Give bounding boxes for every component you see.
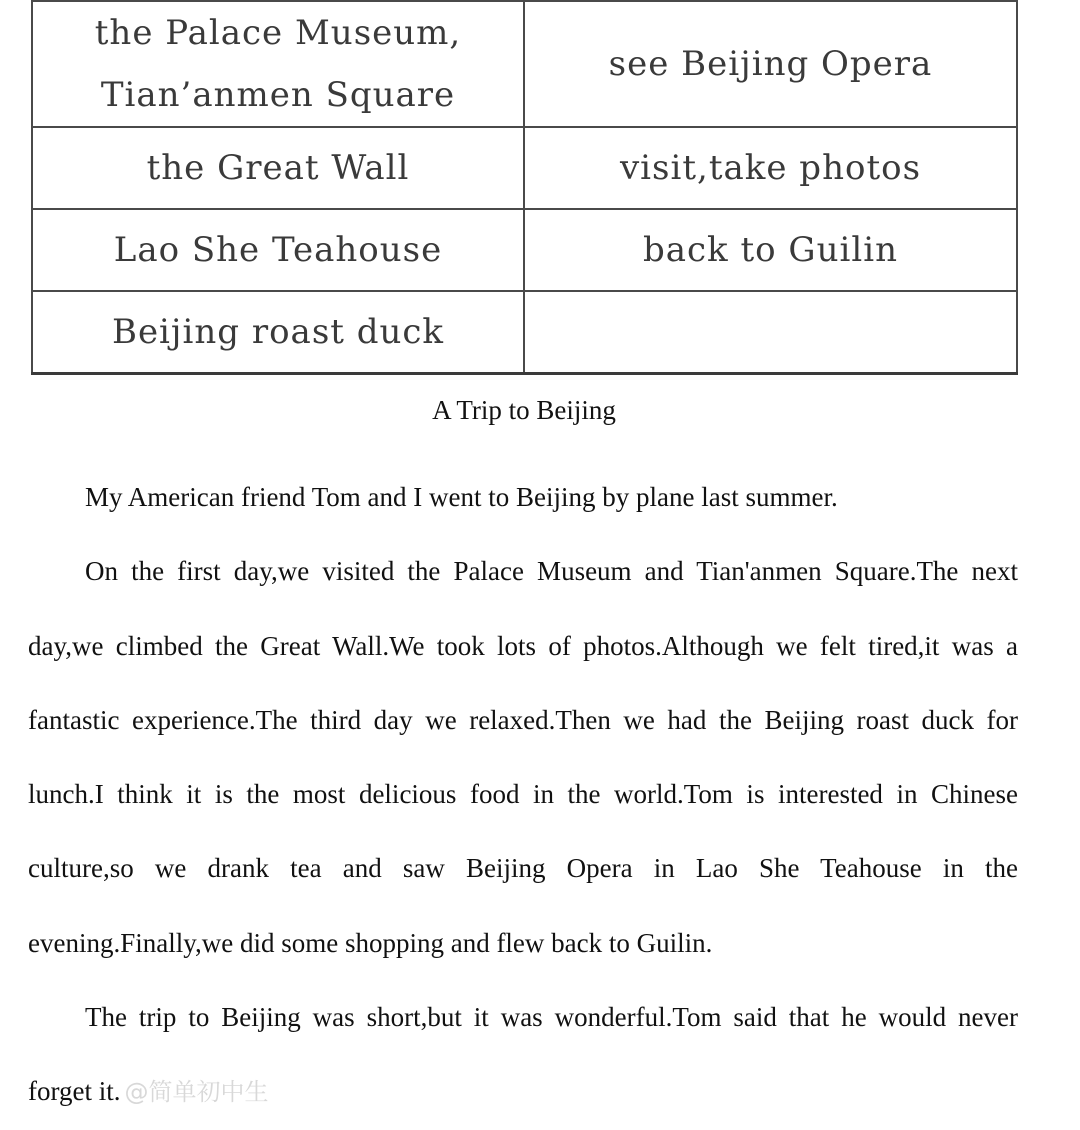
table-cell-activity [524, 209, 1017, 291]
cell-text: the Great Wall [146, 148, 410, 188]
essay-paragraph: My American friend Tom and I went to Beijing by plane last summer. [85, 482, 838, 512]
table-cell-activity [524, 127, 1017, 209]
table-cell-activity [524, 1, 1017, 127]
table-row [32, 209, 1017, 291]
cell-text: Tian’anmen Square [100, 75, 456, 115]
table-row [32, 127, 1017, 209]
essay-paragraph [28, 980, 1018, 1130]
cell-text: back to Guilin [642, 230, 898, 270]
table-cell-place [32, 209, 524, 291]
cell-text: the Palace Museum, [94, 13, 462, 53]
cell-text: see Beijing Opera [608, 44, 933, 84]
table-cell-place [32, 291, 524, 374]
table-cell-place [32, 1, 524, 127]
table-row [32, 291, 1017, 374]
table-cell-activity [524, 291, 1017, 374]
notes-table [31, 0, 1018, 375]
paragraph-text: The trip to Beijing was short,but it was wonderful.Tom said that he would never forget it. [28, 1002, 1018, 1107]
cell-text: Beijing roast duck [111, 312, 445, 352]
essay-body [28, 460, 1018, 1130]
cell-text: visit,take photos [619, 148, 922, 188]
table-row [32, 1, 1017, 127]
essay-paragraph: On the first day,we visited the Palace Museum and Tian'anmen Square.The next day,we climbed the Great Wall.We took lots of photos.Although we felt tired,it was a fantastic experience.The third day we relaxed.Then we had the Beijing roast duck for lunch.I think it is the most delicious food in the world.Tom is interested in Chinese culture,so we drank tea and saw Beijing Opera in Lao She Teahouse in the evening.Finally,we did some shopping and flew back to Guilin. [28, 556, 1018, 958]
cell-text: Lao She Teahouse [113, 230, 443, 270]
table-cell-place [32, 127, 524, 209]
watermark-text: @简单初中生 [124, 1078, 269, 1107]
essay-title: A Trip to Beijing [432, 395, 616, 425]
